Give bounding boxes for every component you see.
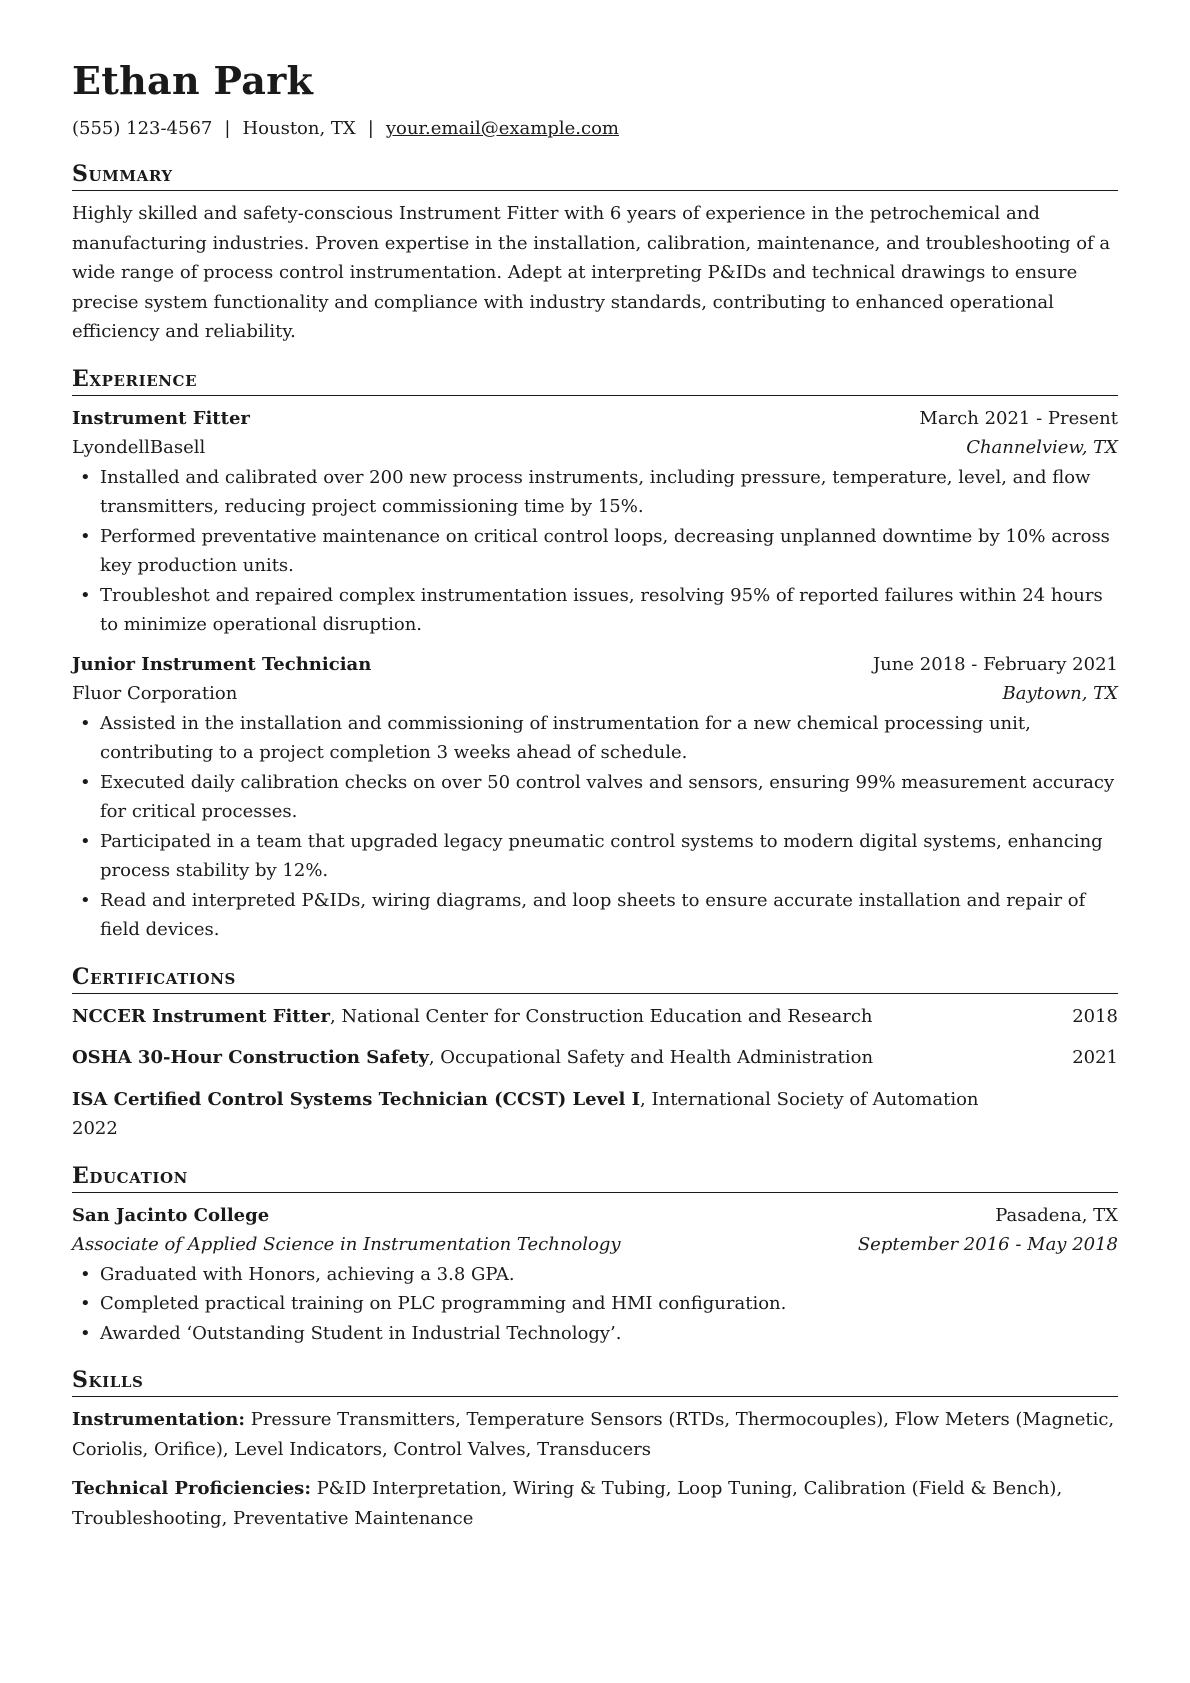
list-item: • Performed preventative maintenance on critical control loops, decreasing unplanned downtime by 10% across key production units. <box>72 522 1118 581</box>
section-title-certifications: Certifications <box>72 963 1118 994</box>
summary-text: Highly skilled and safety-conscious Instrument Fitter with 6 years of experience in the petrochemical and manufacturing industries. Proven expertise in the installation, calibration, maintenance, and troubleshooting of a wide range of process control instrumentation. Adept at interpreting P&IDs and technical drawings to ensure precise system functionality and compliance with industry standards, contributing to enhanced operational efficiency and reliability. <box>72 203 1111 342</box>
job-subheader <box>72 679 1118 709</box>
certification-issuer: , National Center for Construction Education and Research <box>329 1005 873 1027</box>
job-header <box>72 404 1118 434</box>
candidate-name: Ethan Park <box>72 58 314 103</box>
job-role: Junior Instrument Technician <box>72 653 372 675</box>
certification-name: ISA Certified Control Systems Technician (CCST) Level I <box>72 1088 641 1110</box>
list-item: • Assisted in the installation and commissioning of instrumentation for a new chemical processing unit, contributing to a project completion 3 weeks ahead of schedule. <box>72 709 1118 768</box>
job-location: Baytown, TX <box>1002 683 1118 704</box>
phone: (555) 123-4567 <box>72 118 213 139</box>
job-dates: March 2021 - Present <box>919 407 1118 429</box>
skill-label: Instrumentation: <box>72 1409 245 1430</box>
job-subheader <box>72 433 1118 463</box>
list-item: • Graduated with Honors, achieving a 3.8 GPA. <box>72 1260 1118 1290</box>
job-entry <box>72 650 1118 945</box>
certification-name: OSHA 30-Hour Construction Safety <box>72 1047 429 1068</box>
job-bullets <box>72 709 1118 945</box>
contact-line <box>72 116 1118 142</box>
certification-item <box>72 1085 1118 1144</box>
certification-year: 2021 <box>1072 1047 1118 1068</box>
skills-section <box>72 1366 1118 1533</box>
location: Houston, TX <box>242 118 356 139</box>
certification-item <box>72 1043 1118 1073</box>
certification-issuer: , International Society of Automation <box>640 1088 979 1110</box>
summary-section <box>72 160 1118 347</box>
skill-value: Pressure Transmitters, Temperature Sensors (RTDs, Thermocouples), Flow Meters (Magnetic, Coriolis, Orifice), Level Indicators, Control Valves, Transducers <box>72 1409 1115 1460</box>
certification-year: 2022 <box>72 1118 118 1139</box>
job-company: Fluor Corporation <box>72 683 238 704</box>
certification-issuer: , Occupational Safety and Health Administration <box>428 1047 874 1068</box>
section-title-education: Education <box>72 1162 1118 1193</box>
skill-item <box>72 1405 1118 1464</box>
certification-year: 2018 <box>1072 1005 1118 1027</box>
email-link[interactable]: your.email@example.com <box>385 118 619 139</box>
list-item: • Awarded ‘Outstanding Student in Industrial Technology’. <box>72 1319 1118 1349</box>
list-item: • Executed daily calibration checks on over 50 control valves and sensors, ensuring 99% measurement accuracy for critical processes. <box>72 768 1118 827</box>
skill-value: P&ID Interpretation, Wiring & Tubing, Loop Tuning, Calibration (Field & Bench), Troubleshooting, Preventative Maintenance <box>72 1478 1063 1529</box>
certification-item <box>72 1002 1118 1032</box>
job-company: LyondellBasell <box>72 437 206 458</box>
section-title-experience: Experience <box>72 365 1118 396</box>
degree: Associate of Applied Science in Instrumentation Technology <box>72 1234 621 1255</box>
job-location: Channelview, TX <box>966 437 1118 458</box>
certifications-section <box>72 963 1118 1144</box>
experience-section <box>72 365 1118 945</box>
list-item: • Installed and calibrated over 200 new process instruments, including pressure, temperature, level, and flow transmitters, reducing project commissioning time by 15%. <box>72 463 1118 522</box>
education-dates: September 2016 - May 2018 <box>857 1234 1118 1255</box>
job-dates: June 2018 - February 2021 <box>872 653 1118 675</box>
certification-name: NCCER Instrument Fitter <box>72 1005 330 1027</box>
job-entry <box>72 404 1118 640</box>
education-bullets <box>72 1260 1118 1349</box>
education-subheader <box>72 1230 1118 1260</box>
contact-separator: | <box>367 118 374 139</box>
list-item: • Completed practical training on PLC programming and HMI configuration. <box>72 1289 1118 1319</box>
job-header <box>72 650 1118 680</box>
skill-label: Technical Proficiencies: <box>72 1478 311 1499</box>
school-location: Pasadena, TX <box>995 1204 1118 1226</box>
education-header <box>72 1201 1118 1231</box>
section-title-skills: Skills <box>72 1366 1118 1397</box>
list-item: • Read and interpreted P&IDs, wiring diagrams, and loop sheets to ensure accurate installation and repair of field devices. <box>72 886 1118 945</box>
skill-item <box>72 1474 1118 1533</box>
section-title-summary: Summary <box>72 160 1118 191</box>
school-name: San Jacinto College <box>72 1204 270 1226</box>
list-item: • Troubleshot and repaired complex instrumentation issues, resolving 95% of reported failures within 24 hours to minimize operational disruption. <box>72 581 1118 640</box>
contact-separator: | <box>224 118 231 139</box>
job-role: Instrument Fitter <box>72 407 250 429</box>
education-section <box>72 1162 1118 1349</box>
list-item: • Participated in a team that upgraded legacy pneumatic control systems to modern digital systems, enhancing process stability by 12%. <box>72 827 1118 886</box>
job-bullets <box>72 463 1118 640</box>
